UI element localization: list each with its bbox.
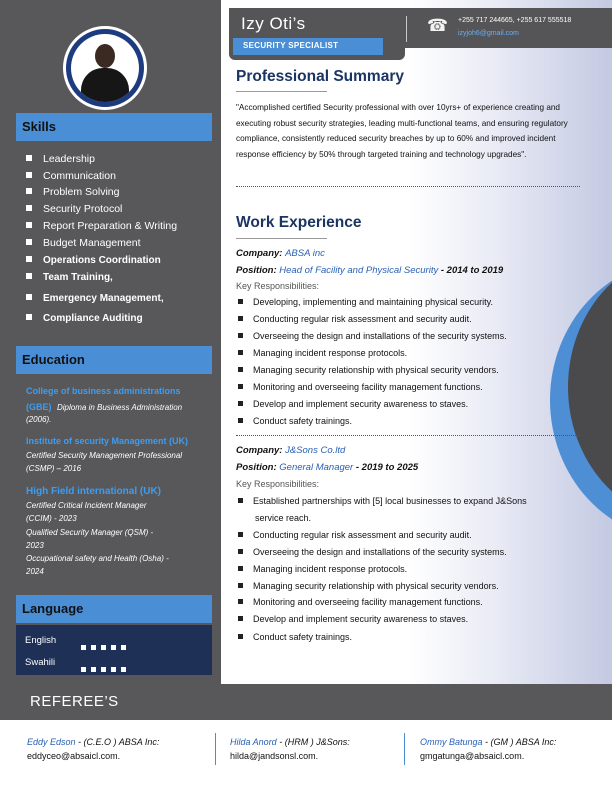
job-title: SECURITY SPECIALIST <box>243 41 339 50</box>
responsibility-item: Develop and implement security awareness to staves. <box>238 399 468 409</box>
skill-item: Communication <box>26 170 116 182</box>
bullet-square-icon <box>238 532 243 537</box>
skill-item: Security Protocol <box>26 203 122 215</box>
responsibility-item: Develop and implement security awareness to staves. <box>238 614 468 624</box>
language-name: Swahili <box>25 657 56 668</box>
bullet-square-icon <box>26 172 32 178</box>
email-link[interactable]: izyjoh6@gmail.com <box>458 30 519 37</box>
phone-numbers: +255 717 244665, +255 617 555518 <box>458 17 572 24</box>
responsibility-item: Overseeing the design and installations of the security systems. <box>238 331 507 341</box>
bullet-square-icon <box>26 188 32 194</box>
bullet-square-icon <box>238 299 243 304</box>
job-position: Position: Head of Facility and Physical Security - 2014 to 2019 <box>236 265 504 276</box>
referee-name: Hilda Anord - (HRM ) J&Sons: <box>230 737 350 747</box>
referee-name: Eddy Edson - (C.E.O ) ABSA Inc: <box>27 737 160 747</box>
bullet-square-icon <box>238 367 243 372</box>
responsibility-item: Established partnerships with [5] local businesses to expand J&Sons <box>238 496 527 506</box>
referee-heading: REFEREE’S <box>30 693 119 710</box>
responsibility-item: Overseeing the design and installations of the security systems. <box>238 547 507 557</box>
bullet-square-icon <box>238 583 243 588</box>
referee-email[interactable]: hilda@jandsonsl.com. <box>230 751 319 761</box>
education-detail: (2006). <box>26 415 52 424</box>
responsibilities-label: Key Responsibilities: <box>236 281 320 291</box>
bullet-square-icon <box>26 239 32 245</box>
summary-heading: Professional Summary <box>236 68 404 85</box>
responsibility-item: Conduct safety trainings. <box>238 632 352 642</box>
education-institution: Institute of security Management (UK) <box>26 436 189 446</box>
avatar-head <box>95 44 115 68</box>
responsibility-item: Monitoring and overseeing facility management functions. <box>238 597 483 607</box>
bullet-square-icon <box>238 634 243 639</box>
job-company: Company: J&Sons Co.ltd <box>236 445 346 456</box>
skill-item: Leadership <box>26 153 95 165</box>
bullet-square-icon <box>238 401 243 406</box>
referee-email[interactable]: eddyceo@absaicl.com. <box>27 751 121 761</box>
skill-item: Problem Solving <box>26 186 119 198</box>
responsibility-item-continued: service reach. <box>255 513 312 523</box>
education-detail: (CSMP) – 2016 <box>26 464 82 473</box>
language-level <box>81 659 131 677</box>
header-divider <box>406 16 407 42</box>
heading-underline <box>236 238 327 239</box>
bullet-square-icon <box>238 566 243 571</box>
bullet-square-icon <box>26 256 32 262</box>
education-institution: College of business administrations <box>26 386 181 396</box>
education-detail: Qualified Security Manager (QSM) - <box>26 528 154 537</box>
candidate-name: Izy Oti’s <box>241 14 306 33</box>
avatar-photo <box>71 34 139 102</box>
job-position: Position: General Manager - 2019 to 2025 <box>236 462 419 473</box>
responsibility-item: Conducting regular risk assessment and security audit. <box>238 530 472 540</box>
bullet-square-icon <box>238 316 243 321</box>
bullet-square-icon <box>238 549 243 554</box>
skill-item: Budget Management <box>26 237 140 249</box>
job-company: Company: ABSA inc <box>236 248 325 259</box>
skill-item: Compliance Auditing <box>26 313 143 324</box>
education-heading: Education <box>16 346 212 374</box>
bullet-square-icon <box>26 205 32 211</box>
skill-item: Report Preparation & Writing <box>26 220 177 232</box>
education-detail: (CCIM) - 2023 <box>26 514 77 523</box>
skill-item: Emergency Management, <box>26 293 164 304</box>
bullet-square-icon <box>26 155 32 161</box>
skills-heading: Skills <box>16 113 212 141</box>
bullet-square-icon <box>26 314 32 320</box>
bullet-square-icon <box>238 418 243 423</box>
education-detail: 2023 <box>26 541 44 550</box>
language-name: English <box>25 635 57 646</box>
bullet-square-icon <box>238 350 243 355</box>
bullet-square-icon <box>26 222 32 228</box>
referee-name: Ommy Batunga - (GM ) ABSA Inc: <box>420 737 557 747</box>
avatar-body <box>81 68 129 102</box>
bullet-square-icon <box>238 384 243 389</box>
bullet-square-icon <box>26 273 32 279</box>
responsibility-item: Conducting regular risk assessment and security audit. <box>238 314 472 324</box>
responsibility-item: Developing, implementing and maintaining physical security. <box>238 297 493 307</box>
referee-divider <box>404 733 405 765</box>
responsibility-item: Managing security relationship with physical security vendors. <box>238 365 499 375</box>
referee-email[interactable]: gmgatunga@absaicl.com. <box>420 751 525 761</box>
responsibilities-label: Key Responsibilities: <box>236 479 320 489</box>
education-detail: 2024 <box>26 567 44 576</box>
bullet-square-icon <box>238 333 243 338</box>
responsibility-item: Managing security relationship with physical security vendors. <box>238 581 499 591</box>
referee-divider <box>215 733 216 765</box>
skill-item: Team Training, <box>26 272 113 283</box>
avatar <box>63 26 147 110</box>
section-divider <box>236 186 580 187</box>
summary-text: "Accomplished certified Security professional with over 10yrs+ of experience creating and executing robust security strategies, leading multi-functional teams, and ensuring regulatory compliance, consistently reduced security breaches by up to 60% and improved incident response efficiency by 50% through targeted training and technology upgrades". <box>236 103 568 159</box>
language-level <box>81 637 131 655</box>
bullet-square-icon <box>238 599 243 604</box>
heading-underline <box>236 91 327 92</box>
education-institution: High Field international (UK) <box>26 486 161 497</box>
responsibility-item: Managing incident response protocols. <box>238 564 407 574</box>
bullet-square-icon <box>238 616 243 621</box>
section-divider <box>236 435 580 436</box>
experience-heading: Work Experience <box>236 214 362 231</box>
education-detail: Certified Critical Incident Manager <box>26 501 147 510</box>
responsibility-item: Monitoring and overseeing facility management functions. <box>238 382 483 392</box>
education-institution-abbr: (GBE) <box>26 402 52 412</box>
bullet-square-icon <box>26 294 32 300</box>
education-detail: Occupational safety and Health (Osha) - <box>26 554 169 563</box>
skill-item: Operations Coordination <box>26 255 161 266</box>
education-detail: Diploma in Business Administration <box>57 403 183 412</box>
language-heading: Language <box>16 595 212 623</box>
bullet-square-icon <box>238 498 243 503</box>
telephone-icon: ☎ <box>427 16 449 36</box>
education-detail: Certified Security Management Professional <box>26 451 183 460</box>
responsibility-item: Managing incident response protocols. <box>238 348 407 358</box>
responsibility-item: Conduct safety trainings. <box>238 416 352 426</box>
